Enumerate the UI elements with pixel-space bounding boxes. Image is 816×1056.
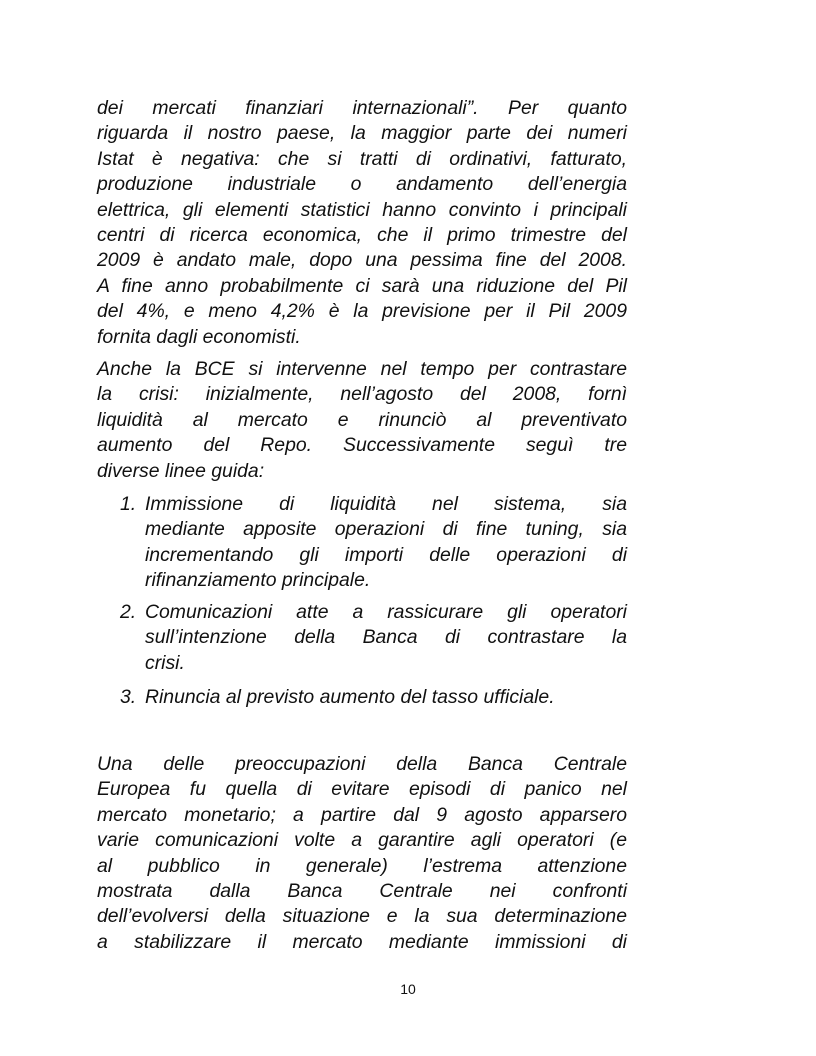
text-line: dei mercati finanziari internazionali”. Per quanto — [97, 97, 627, 119]
text-line: Anche la BCE si intervenne nel tempo per contrastare — [97, 358, 627, 380]
text-line: dell’evolversi della situazione e la sua determinazione — [97, 905, 627, 928]
text-line: mercato monetario; a partire dal 9 agosto apparsero — [97, 803, 627, 826]
text-line: aumento del Repo. Successivamente seguì tre — [97, 434, 627, 457]
text-line: a stabilizzare il mercato mediante immissioni di — [97, 930, 627, 953]
text-line: Comunicazioni atte a rassicurare gli operatori — [145, 601, 627, 623]
text-line: Immissione di liquidità nel sistema, sia — [145, 493, 627, 515]
text-line: la crisi: inizialmente, nell’agosto del 2008, fornì — [97, 383, 627, 406]
text-line: diverse linee guida: — [97, 459, 265, 482]
list-item-body — [145, 600, 627, 676]
list-item-number: 3. — [120, 686, 137, 708]
text-line: mostrata dalla Banca Centrale nei confronti — [97, 879, 627, 902]
text-line: 2009 è andato male, dopo una pessima fine del 2008. — [97, 249, 627, 272]
text-line: sull’intenzione della Banca di contrastare la — [145, 626, 627, 649]
text-line: Istat è negativa: che si tratti di ordinativi, fatturato, — [97, 147, 627, 170]
text-line: Rinuncia al previsto aumento del tasso ufficiale. — [145, 686, 555, 708]
list-item-number: 1. — [120, 493, 137, 515]
text-line: riguarda il nostro paese, la maggior parte dei numeri — [97, 122, 627, 145]
list-item-body — [145, 492, 627, 594]
text-line: Una delle preoccupazioni della Banca Centrale — [97, 753, 627, 775]
text-line: crisi. — [145, 651, 185, 674]
text-line: varie comunicazioni volte a garantire agli operatori (e — [97, 829, 627, 852]
text-line: al pubblico in generale) l’estrema attenzione — [97, 854, 627, 877]
page-number: 10 — [400, 981, 416, 997]
paragraph-2 — [97, 357, 627, 484]
text-line: elettrica, gli elementi statistici hanno convinto i principali — [97, 198, 627, 221]
text-line: centri di ricerca economica, che il primo trimestre del — [97, 223, 627, 246]
text-line: liquidità al mercato e rinunciò al preventivato — [97, 408, 627, 431]
text-line: produzione industriale o andamento dell’energia — [97, 173, 627, 196]
paragraph-1 — [97, 96, 627, 350]
text-line: incrementando gli importi delle operazioni di — [145, 543, 627, 566]
list-item-body — [145, 685, 627, 710]
text-line: rifinanziamento principale. — [145, 569, 371, 592]
text-line: mediante apposite operazioni di fine tuning, sia — [145, 518, 627, 541]
paragraph-3 — [97, 752, 627, 955]
text-line: Europea fu quella di evitare episodi di panico nel — [97, 778, 627, 801]
text-line: fornita dagli economisti. — [97, 325, 301, 348]
text-line: del 4%, e meno 4,2% è la previsione per il Pil 2009 — [97, 300, 627, 323]
list-item-number: 2. — [120, 601, 137, 623]
text-line: A fine anno probabilmente ci sarà una riduzione del Pil — [97, 274, 627, 297]
